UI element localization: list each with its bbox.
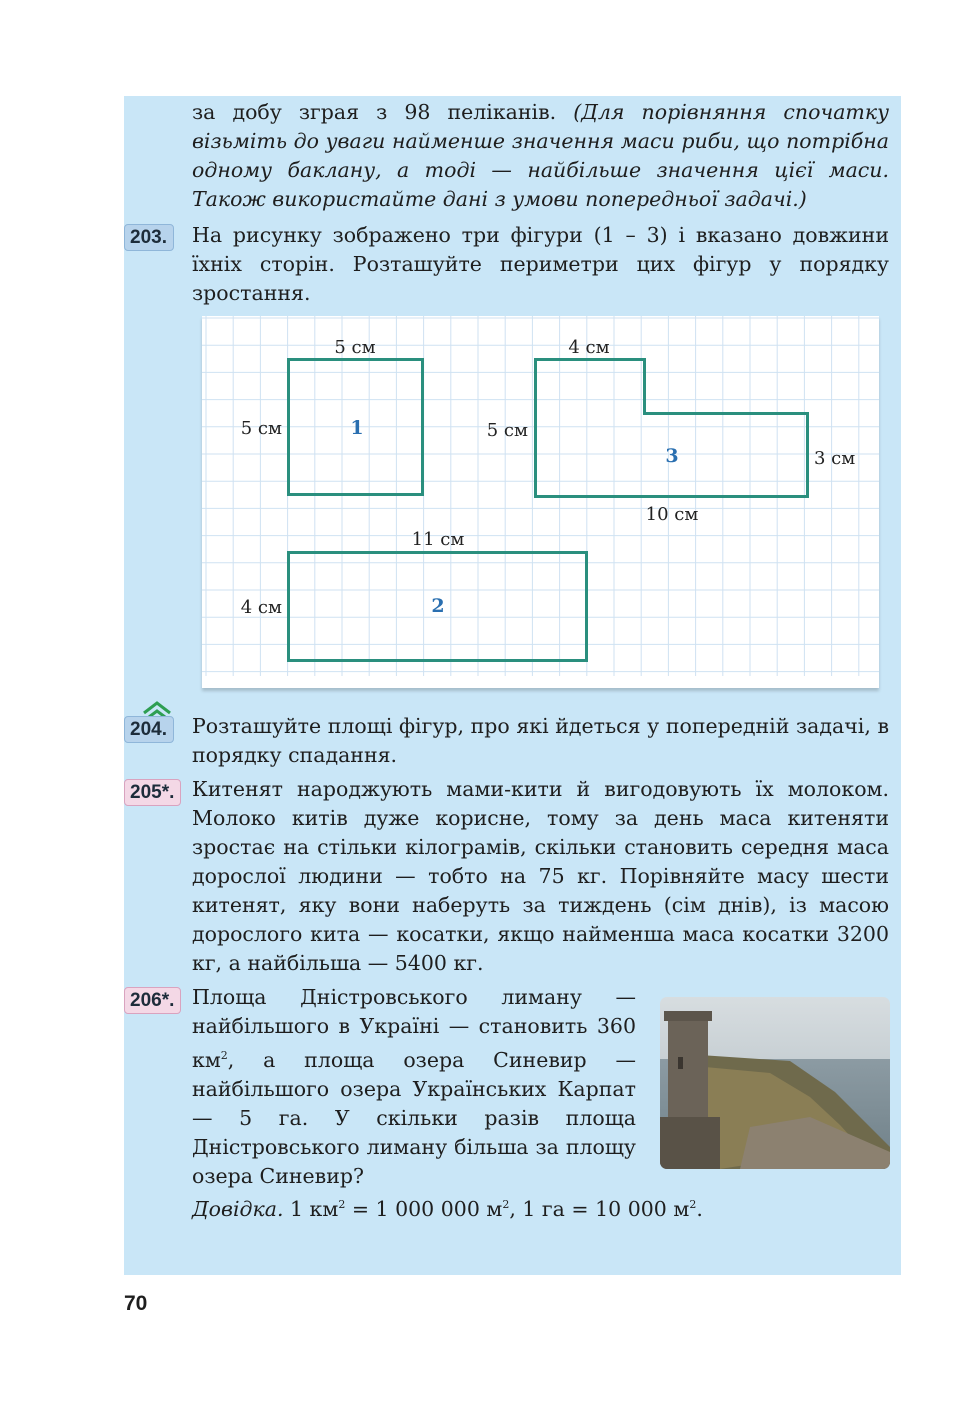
task-203-text: На рисунку зображено три фігури (1 – 3) і вказано довжини їхніх сторін. Розташуйте периметри цих фігур у порядку зростання.: [192, 223, 889, 305]
shape-3-top-label: 4 см: [568, 337, 610, 358]
note-a: 1 км: [283, 1196, 339, 1221]
fortress-photo: [660, 997, 890, 1169]
shape-3-polygon: [536, 360, 808, 497]
note-label: Довідка.: [192, 1196, 284, 1221]
intro-regular: за добу зграя з 98 пеліканів.: [192, 100, 574, 124]
task-206-number: 206*.: [124, 987, 181, 1014]
page-number: 70: [124, 1292, 148, 1315]
shape-2-left-label: 4 см: [240, 597, 282, 618]
shape-3-number: 3: [665, 445, 679, 467]
task-204-text: Розташуйте площі фігур, про які йдеться у попередній задачі, в порядку спадання.: [192, 714, 889, 767]
task-203-number: 203.: [124, 224, 174, 251]
note-b: = 1 000 000 м: [345, 1196, 503, 1221]
figure-grid: [202, 316, 879, 688]
note-sup-2: 2: [502, 1198, 510, 1211]
intro-italic: (Для порівняння спочатку візьміть до уваги найменше значення маси риби, що потрібна одному баклану, а тоді — найбільше значення цієї маси. Також використайте дані з умови попередньої задачі.): [192, 100, 889, 211]
task-206-text: [192, 983, 636, 1191]
task-204-number: 204.: [124, 716, 174, 743]
figure-svg: [202, 316, 879, 688]
note-sup-3: 2: [689, 1198, 697, 1211]
shape-1-left-label: 5 см: [240, 418, 282, 439]
note-sup-1: 2: [338, 1198, 346, 1211]
shape-3-bottom-label: 10 см: [645, 504, 699, 525]
shape-1-top-label: 5 см: [334, 337, 376, 358]
task-206-line1: Площа Дністровського лиману — найбільшого в Україні — становить 360 км: [192, 985, 636, 1072]
shape-3-left-label: 5 см: [486, 420, 528, 441]
shape-2-number: 2: [431, 595, 445, 617]
intro-paragraph: [192, 98, 889, 214]
task-206-note: [192, 1190, 889, 1224]
shape-3-right-label: 3 см: [814, 448, 856, 469]
shape-1-number: 1: [350, 417, 364, 439]
task-206-line2: , а площа озера Синевир — найбільшого озера Українських Карпат — 5 га. У скільки разів площа Дністровського лиману більша за площу озера Синевир?: [192, 1047, 636, 1188]
task-206-sup: 2: [220, 1049, 228, 1062]
task-205-text: Китенят народжують мами-кити й вигодовують їх молоком. Молоко китів дуже корисне, тому за день маса китеняти зростає на стільки кілограмів, скільки становить середня маса дорослої людини — тобто на 75 кг. Порівняйте масу шести китенят, яку вони наберуть за тиждень (сім днів), із масою дорослого кита — косатки, якщо найменша маса косатки 3200 кг, а найбільша — 5400 кг.: [192, 777, 889, 975]
note-d: .: [696, 1196, 703, 1221]
task-205-number: 205*.: [124, 779, 181, 806]
shape-2-top-label: 11 см: [411, 529, 465, 550]
note-c: , 1 га = 10 000 м: [509, 1196, 690, 1221]
